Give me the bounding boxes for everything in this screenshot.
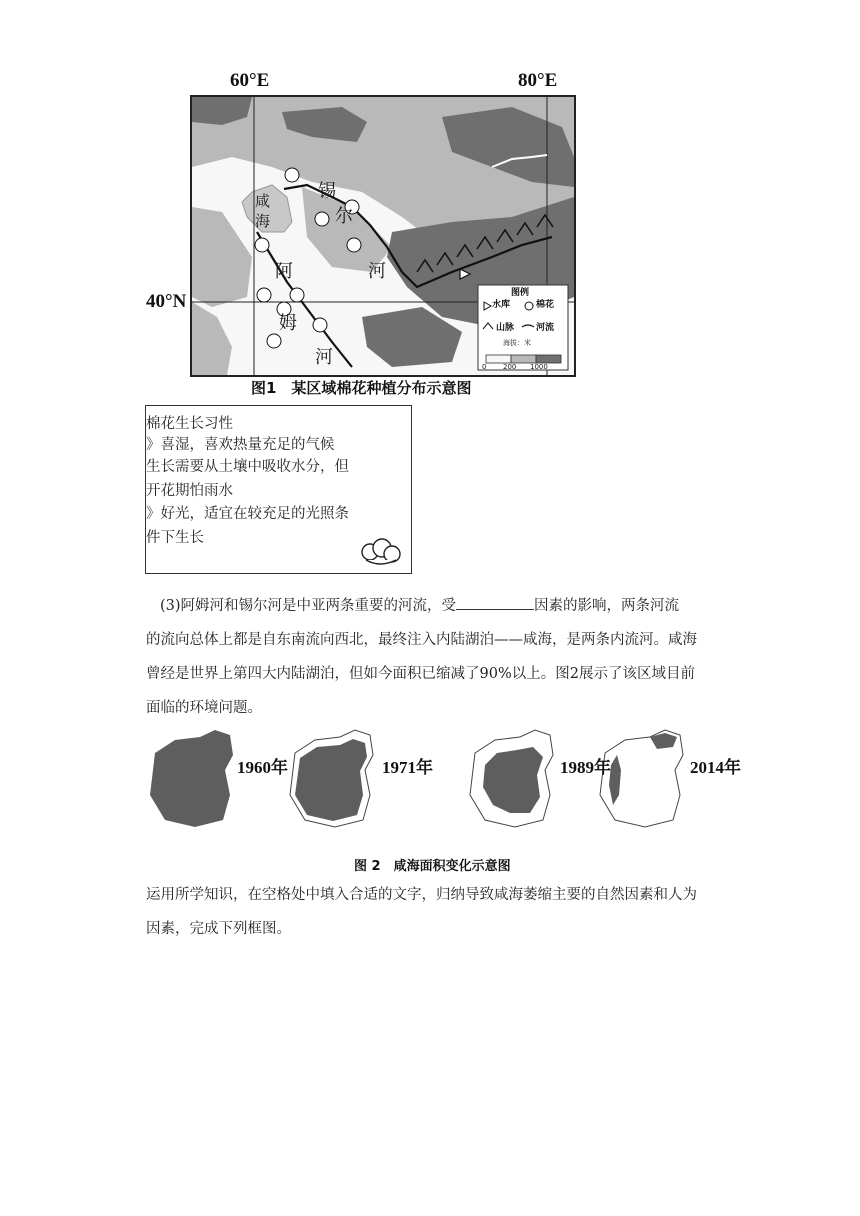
legend-elevation-label: 海拔：米 <box>503 339 531 347</box>
habit-line-3: 开花期怕雨水 <box>146 483 233 499</box>
cotton-habit-box <box>145 405 412 574</box>
habit-line-1: 》喜湿，喜欢热量充足的气候 <box>146 437 335 453</box>
amu-darya-label-2: 姆 <box>279 313 297 334</box>
amu-darya-label-1: 阿 <box>275 261 293 282</box>
legend-cotton: 棉花 <box>536 300 555 310</box>
syr-darya-label-3: 河 <box>368 261 386 282</box>
year-2014-label: 2014年 <box>690 758 741 777</box>
year-1971-label: 1971年 <box>382 758 433 777</box>
legend-scale-200: 200 <box>503 363 517 371</box>
cotton-distribution-map <box>190 95 576 377</box>
question-line-3: 曾经是世界上第四大内陆湖泊，但如今面积已缩减了90%以上。图2展示了该区域目前 <box>146 666 695 682</box>
legend-river: 河流 <box>536 323 555 333</box>
lon-60-label: 60°E <box>230 70 270 91</box>
question-line-2: 的流向总体上都是自东南流向西北，最终注入内陆湖泊——咸海，是两条内流河。咸海 <box>146 632 697 648</box>
habit-line-5: 件下生长 <box>146 530 204 546</box>
aral-sea-label-2: 海 <box>255 212 271 230</box>
year-1989-label: 1989年 <box>560 758 611 777</box>
amu-darya-label-3: 河 <box>315 347 333 368</box>
legend-mountain: 山脉 <box>496 323 515 333</box>
lon-80-label: 80°E <box>518 70 558 91</box>
instruction-line-1: 运用所学知识，在空格处中填入合适的文字，归纳导致咸海萎缩主要的自然因素和人为 <box>146 887 697 903</box>
map-canvas <box>192 97 574 375</box>
figure1-caption: 图1 某区域棉花种植分布示意图 <box>251 379 472 397</box>
question-line-4: 面临的环境问题。 <box>146 700 262 716</box>
aral-sea-change-figure <box>145 725 755 835</box>
year-1960-label: 1960年 <box>237 758 288 777</box>
habit-title: 棉花生长习性 <box>146 416 233 432</box>
aral-1960-shape <box>150 730 233 827</box>
syr-darya-label-2: 尔 <box>335 206 353 227</box>
figure2-caption: 图 2 咸海面积变化示意图 <box>354 859 511 874</box>
habit-line-4: 》好光，适宜在较充足的光照条 <box>146 506 349 522</box>
legend-title: 图例 <box>511 288 530 298</box>
answer-blank[interactable] <box>456 595 534 610</box>
legend-scale-1000: 1000 <box>530 363 548 371</box>
habit-line-2: 生长需要从土壤中吸收水分，但 <box>146 459 349 475</box>
aral-sea-label-1: 咸 <box>255 192 271 210</box>
legend-scale-0: 0 <box>482 363 487 371</box>
cotton-icon <box>356 538 404 570</box>
syr-darya-label-1: 锡 <box>318 181 336 202</box>
question-line-1: (3)阿姆河和锡尔河是中亚两条重要的河流，受 因素的影响，两条河流 <box>160 594 679 615</box>
lat-40-label: 40°N <box>146 291 187 312</box>
instruction-line-2: 因素，完成下列框图。 <box>146 921 291 937</box>
legend-reservoir: 水库 <box>492 300 511 310</box>
